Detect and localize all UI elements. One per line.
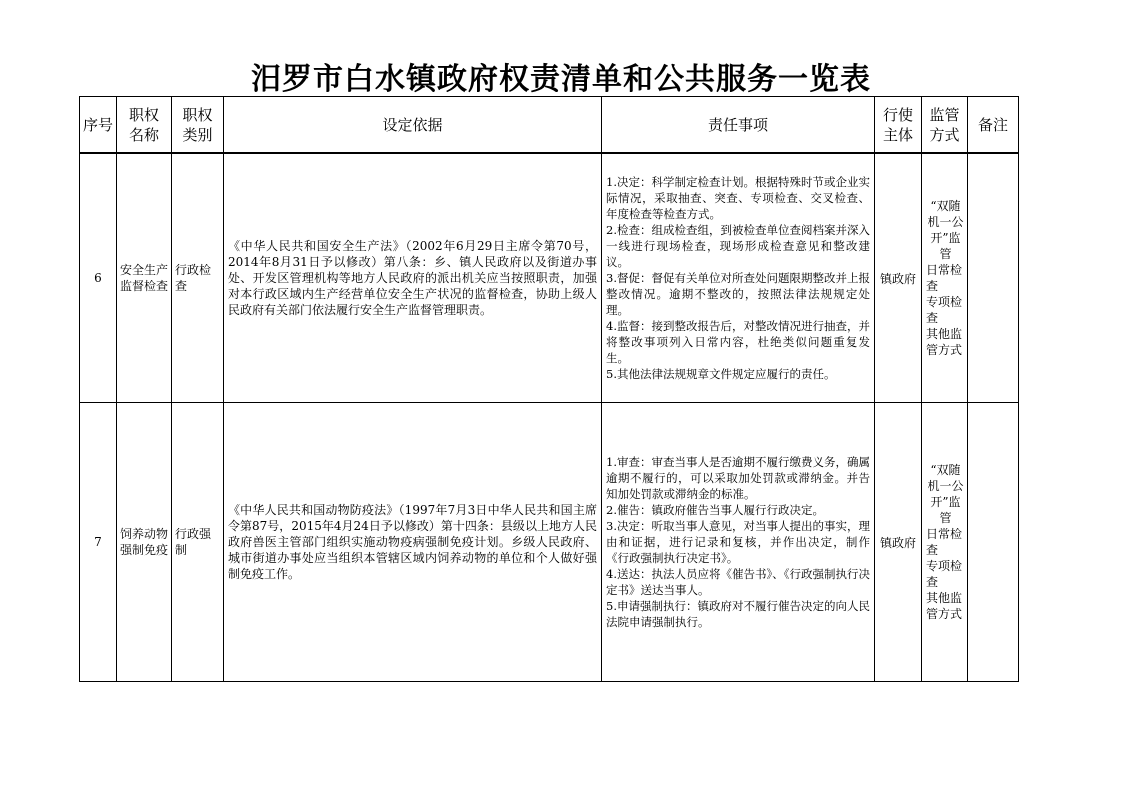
row-seq: 6 [80, 153, 117, 403]
header-remark: 备注 [968, 97, 1019, 154]
row-supervision [922, 153, 968, 403]
supervision-item: 其他监管方式 [926, 327, 963, 357]
header-category-text: 职权类别 [182, 105, 213, 144]
row-supervision [922, 403, 968, 682]
responsibility-item: 5.其他法律法规规章文件规定应履行的责任。 [606, 367, 836, 381]
page-title: 汨罗市白水镇政府权责清单和公共服务一览表 [251, 62, 871, 97]
supervision-item: 日常检查 [926, 263, 963, 293]
supervision-item: 日常检查 [926, 527, 963, 557]
header-name [117, 97, 172, 154]
row-remark [968, 153, 1019, 403]
row-name: 饲养动物强制免疫 [117, 403, 172, 682]
row-responsibility [602, 403, 875, 682]
row-category: 行政强制 [172, 403, 224, 682]
supervision-item: 专项检查 [926, 295, 963, 325]
row-basis: 《中华人民共和国安全生产法》（2002年6月29日主席令第70号，2014年8月31日予以修改）第八条：乡、镇人民政府以及街道办事处、开发区管理机构等地方人民政府的派出机关应当按照职责，加强对本行政区域内生产经营单位安全生产状况的监督检查，协助上级人民政府有关部门依法履行安全生产监督管理职责。 [224, 153, 602, 403]
header-seq: 序号 [80, 97, 117, 154]
row-category: 行政检查 [172, 153, 224, 403]
responsibility-item: 2.催告：镇政府催告当事人履行行政决定。 [606, 503, 824, 517]
header-subject-text: 行使主体 [882, 105, 913, 144]
row-seq: 7 [80, 403, 117, 682]
header-category [172, 97, 224, 154]
header-supervision [922, 97, 968, 154]
table-header-row [80, 97, 1019, 154]
supervision-item: 其他监管方式 [926, 591, 963, 621]
row-subject: 镇政府 [875, 403, 922, 682]
supervision-item: 专项检查 [926, 559, 963, 589]
supervision-item: “双随机一公开”监管 [927, 463, 964, 525]
responsibility-item: 1.决定：科学制定检查计划。根据特殊时节或企业实际情况，采取抽查、突查、专项检查、交叉检查、年度检查等检查方式。 [606, 175, 870, 221]
authority-table [79, 96, 1019, 682]
row-basis: 《中华人民共和国动物防疫法》（1997年7月3日中华人民共和国主席令第87号，2015年4月24日予以修改）第十四条：县级以上地方人民政府兽医主管部门组织实施动物疫病强制免疫计划。乡级人民政府、城市街道办事处应当组织本管辖区域内饲养动物的单位和个人做好强制免疫工作。 [224, 403, 602, 682]
header-supervision-text: 监管方式 [929, 105, 960, 144]
table-row [80, 403, 1019, 682]
responsibility-item: 3.督促：督促有关单位对所查处问题限期整改并上报整改情况。逾期不整改的，按照法律法规规定处理。 [606, 271, 870, 317]
header-subject [875, 97, 922, 154]
row-name: 安全生产监督检查 [117, 153, 172, 403]
responsibility-item: 4.送达：执法人员应将《催告书》、《行政强制执行决定书》送达当事人。 [606, 567, 870, 597]
responsibility-item: 2.检查：组成检查组，到被检查单位查阅档案并深入一线进行现场检查，现场形成检查意见和整改建议。 [606, 223, 870, 269]
responsibility-item: 3.决定：听取当事人意见，对当事人提出的事实，理由和证据，进行记录和复核，并作出决定，制作《行政强制执行决定书》。 [606, 519, 870, 565]
responsibility-item: 5.申请强制执行：镇政府对不履行催告决定的向人民法院申请强制执行。 [606, 599, 870, 629]
responsibility-item: 1.审查：审查当事人是否逾期不履行缴费义务，确属逾期不履行的，可以采取加处罚款或滞纳金。并告知加处罚款或滞纳金的标准。 [606, 455, 870, 501]
row-subject: 镇政府 [875, 153, 922, 403]
row-responsibility [602, 153, 875, 403]
row-remark [968, 403, 1019, 682]
header-basis: 设定依据 [224, 97, 602, 154]
supervision-item: “双随机一公开”监管 [927, 199, 964, 261]
header-responsibility: 责任事项 [602, 97, 875, 154]
header-name-text: 职权名称 [128, 105, 159, 144]
responsibility-item: 4.监督：接到整改报告后，对整改情况进行抽查，并将整改事项列入日常内容，杜绝类似问题重复发生。 [606, 319, 870, 365]
table-row [80, 153, 1019, 403]
